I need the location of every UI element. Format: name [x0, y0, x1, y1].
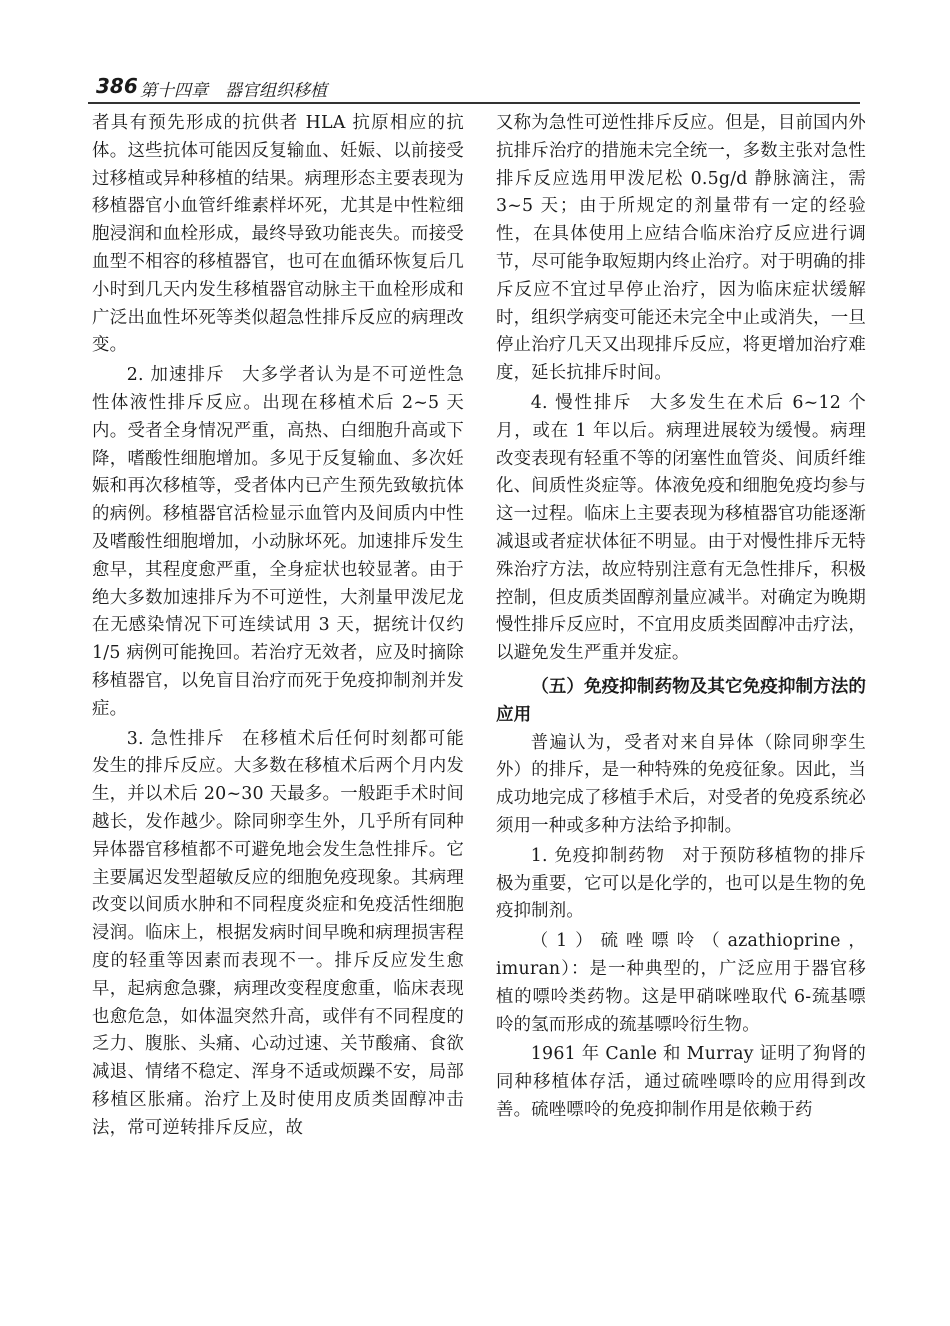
paragraph-acute-rejection: [92, 726, 464, 1143]
left-column: [92, 110, 464, 1142]
paragraph-chronic-rejection: [496, 390, 866, 668]
paragraph-hyperacute-continued: 者具有预先形成的抗供者 HLA 抗原相应的抗体。这些抗体可能因反复输血、妊娠、以前接受过移植或异种移植的结果。病理形态主要表现为移植器官小血管纤维素样坏死，尤其是中性粒细胞浸润和血栓形成，最终导致功能丧失。而接受血型不相容的移植器官，也可在血循环恢复后几小时到几天内发生移植器官动脉主干血栓形成和广泛出血性坏死等类似超急性排斥反应的病理改变。: [92, 113, 464, 356]
immunosuppressive-drugs-title: 1. 免疫抑制药物: [530, 845, 666, 866]
chronic-rejection-title: 4. 慢性排斥: [530, 392, 633, 413]
acute-rejection-body: 在移植术后任何时刻都可能发生的排斥反应。大多数在移植术后两个月内发生，并以术后 20~30 天最多。一般距手术时间越长，发作越少。除同卵孪生外，几乎所有同种异体器官移植都不可避免地会发生急性排斥。它主要属迟发型超敏反应的细胞免疫现象。其病理改变以间质水肿和不同程度炎症和免疫活性细胞浸润。临床上，根据发病时间早晚和病理损害程度的轻重等因素而表现不一。排斥反应发生愈早，起病愈急骤，病理改变程度愈重，临床表现也愈危急，如体温突然升高，或伴有不同程度的乏力、腹胀、头痛、心动过速、关节酸痛、食欲减退、情绪不稳定、浑身不适或烦躁不安，局部移植区胀痛。治疗上及时使用皮质类固醇冲击法，常可逆转排斥反应，故: [92, 728, 464, 1138]
paragraph-azathioprine: （1）硫唑嘌呤（azathioprine，imuran）：是一种典型的，广泛应用于器官移植的嘌呤类药物。这是甲硝咪唑取代 6-巯基嘌呤的氢而形成的巯基嘌呤衍生物。: [496, 931, 866, 1035]
right-column: [496, 110, 866, 1125]
page-header: [96, 72, 856, 102]
acute-rejection-title: 3. 急性排斥: [126, 728, 225, 749]
chapter-title: 第十四章 器官组织移植: [140, 81, 327, 101]
paragraph-canle-murray: 1961 年 Canle 和 Murray 证明了狗肾的同种移植体存活，通过硫唑嘌呤的应用得到改善。硫唑嘌呤的免疫抑制作用是依赖于药: [496, 1044, 866, 1120]
paragraph-immunosuppressive-drugs: [496, 843, 866, 926]
page-number: 386: [96, 74, 138, 98]
chronic-rejection-body: 大多发生在术后 6~12 个月，或在 1 年以后。病理进展较为缓慢。病理改变表现有轻重不等的闭塞性血管炎、间质纤维化、间质性炎症等。体液免疫和细胞免疫均参与这一过程。临床上主要表现为移植器官功能逐渐减退或者症状体征不明显。由于对慢性排斥无特殊治疗方法，故应特别注意有无急性排斥，积极控制，但皮质类固醇剂量应减半。对确定为晚期慢性排斥反应时，不宜用皮质类固醇冲击疗法，以避免发生严重并发症。: [496, 392, 866, 664]
paragraph-accelerated-rejection: [92, 362, 464, 723]
paragraph-acute-continued: 又称为急性可逆性排斥反应。但是，目前国内外抗排斥治疗的措施未完全统一，多数主张对急性排斥反应选用甲泼尼松 0.5g/d 静脉滴注，需 3~5 天；由于所规定的剂量带有一定的经验性，在具体使用上应结合临床治疗反应进行调节，尽可能争取短期内终止治疗。对于明确的排斥反应不宜过早停止治疗，因为临床症状缓解时，组织学病变可能还未完全中止或消失，一旦停止治疗几天又出现排斥反应，将更增加治疗难度，延长抗排斥时间。: [496, 113, 866, 384]
immunosuppressive-drugs-body: 对于预防移植物的排斥极为重要，它可以是化学的，也可以是生物的免疫抑制剂。: [496, 845, 866, 922]
section-heading: （五）免疫抑制药物及其它免疫抑制方法的应用: [496, 676, 866, 725]
accelerated-rejection-body: 大多学者认为是不可逆性急性体液性排斥反应。出现在移植术后 2~5 天内。受者全身情况严重，高热、白细胞升高或下降，嗜酸性细胞增加。多见于反复输血、多次妊娠和再次移植等，受者体内已产生预先致敏抗体的病例。移植器官活检显示血管内及间质内中性及嗜酸性细胞增加，小动脉坏死。加速排斥发生愈早，其程度愈严重，全身症状也较显著。由于绝大多数加速排斥为不可逆性，大剂量甲泼尼龙在无感染情况下可连续试用 3 天，据统计仅约 1/5 病例可能挽回。若治疗无效者，应及时摘除移植器官，以免盲目治疗而死于免疫抑制剂并发症。: [92, 365, 464, 719]
header-divider: [88, 102, 860, 104]
paragraph-immune-response: 普遍认为，受者对来自异体（除同卵孪生外）的排斥，是一种特殊的免疫征象。因此，当成功地完成了移植手术后，对受者的免疫系统必须用一种或多种方法给予抑制。: [496, 732, 866, 836]
accelerated-rejection-title: 2. 加速排斥: [126, 365, 225, 386]
